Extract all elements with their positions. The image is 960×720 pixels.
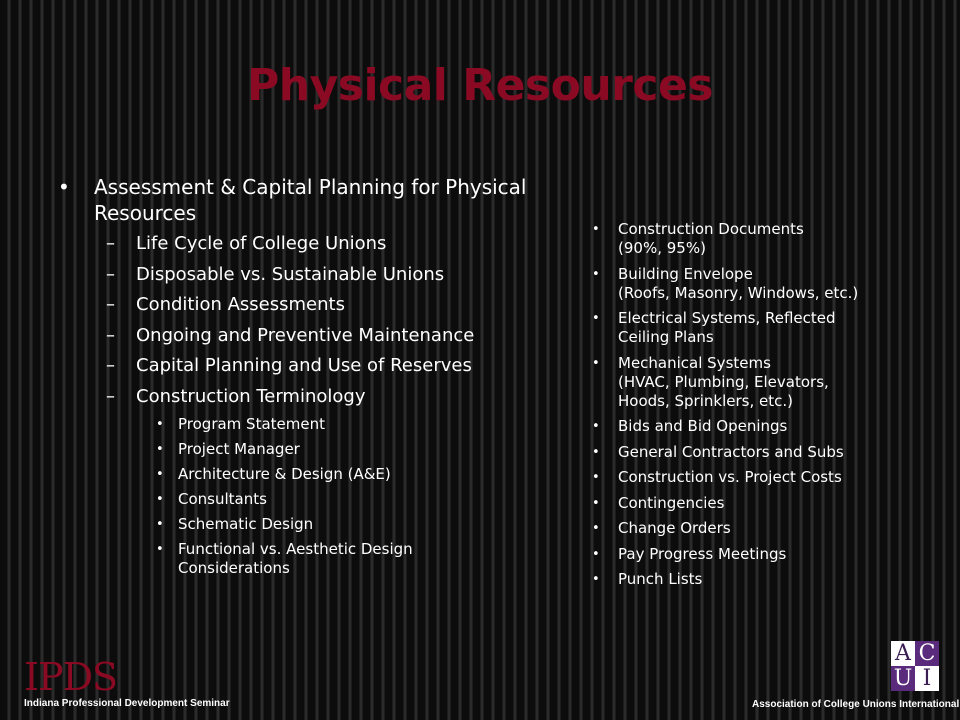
slide-title: Physical Resources bbox=[247, 60, 713, 111]
bullet-dot-icon: • bbox=[592, 355, 600, 371]
right-bullet-text: Pay Progress Meetings bbox=[618, 544, 787, 563]
left-column bbox=[58, 174, 528, 584]
right-bullet-text: Punch Lists bbox=[618, 570, 703, 588]
right-bullet-text: (90%, 95%) bbox=[618, 239, 706, 257]
sub-bullet-text: Capital Planning and Use of Reserves bbox=[136, 355, 472, 376]
bullet-dot-icon: • bbox=[592, 266, 600, 282]
bullet-dot-icon: • bbox=[156, 492, 164, 507]
right-bullet-item bbox=[592, 220, 922, 258]
terminology-list bbox=[58, 415, 528, 578]
terminology-item bbox=[58, 415, 468, 434]
bullet-dot-icon: • bbox=[592, 444, 600, 460]
sub-bullet-list bbox=[58, 232, 528, 409]
bullet-dot-icon: • bbox=[592, 521, 600, 536]
right-bullet-text: Mechanical Systems bbox=[618, 353, 771, 372]
acui-logo-letter: A bbox=[891, 641, 915, 666]
sub-bullet-text: Ongoing and Preventive Maintenance bbox=[136, 324, 475, 346]
bullet-dot-icon: • bbox=[592, 546, 600, 562]
bullet-dot-icon: • bbox=[156, 542, 164, 557]
right-bullet-text: (HVAC, Plumbing, Elevators, bbox=[618, 372, 829, 391]
dash-icon: – bbox=[106, 324, 115, 346]
dash-icon: – bbox=[106, 355, 115, 376]
acui-logo-letter: C bbox=[915, 641, 939, 666]
sub-bullet-text: Disposable vs. Sustainable Unions bbox=[136, 263, 445, 285]
terminology-item bbox=[58, 465, 468, 484]
sub-bullet-item bbox=[58, 354, 528, 378]
right-bullet-item bbox=[592, 468, 922, 487]
bullet-dot-icon: • bbox=[156, 442, 164, 457]
bullet-dot-icon: • bbox=[58, 175, 70, 199]
right-bullet-text: General Contractors and Subs bbox=[618, 442, 844, 461]
right-bullet-text: Change Orders bbox=[618, 519, 731, 537]
dash-icon: – bbox=[106, 294, 115, 315]
right-bullet-item bbox=[592, 494, 922, 513]
sub-bullet-item bbox=[58, 324, 528, 348]
terminology-item bbox=[58, 490, 468, 509]
bullet-dot-icon: • bbox=[592, 311, 600, 326]
right-bullet-item bbox=[592, 417, 922, 436]
sub-bullet-item bbox=[58, 232, 528, 256]
terminology-text: Project Manager bbox=[178, 440, 300, 458]
acui-logo-letter: I bbox=[915, 666, 939, 691]
terminology-item bbox=[58, 515, 468, 534]
sub-bullet-item bbox=[58, 293, 528, 317]
right-bullet-text: Hoods, Sprinklers, etc.) bbox=[618, 391, 793, 410]
sub-bullet-text: Life Cycle of College Unions bbox=[136, 233, 387, 254]
terminology-item bbox=[58, 540, 468, 578]
right-bullet-item bbox=[592, 354, 922, 411]
bullet-dot-icon: • bbox=[592, 222, 600, 237]
right-bullet-item bbox=[592, 309, 922, 347]
right-bullet-text: (Roofs, Masonry, Windows, etc.) bbox=[618, 283, 859, 302]
bullet-dot-icon: • bbox=[592, 572, 600, 587]
dash-icon: – bbox=[106, 385, 115, 407]
right-bullet-text: Ceiling Plans bbox=[618, 328, 714, 346]
terminology-text: Consultants bbox=[178, 490, 267, 508]
right-bullet-text: Electrical Systems, Reflected bbox=[618, 309, 836, 327]
heading-text: Assessment & Capital Planning for Physical Resources bbox=[94, 175, 527, 225]
bullet-dot-icon: • bbox=[156, 517, 164, 532]
terminology-text: Program Statement bbox=[178, 415, 325, 433]
sub-bullet-item bbox=[58, 263, 528, 287]
acui-logo bbox=[891, 641, 939, 691]
bullet-dot-icon: • bbox=[156, 467, 164, 482]
terminology-text: Functional vs. Aesthetic Design Considerations bbox=[178, 540, 413, 577]
bullet-dot-icon: • bbox=[592, 470, 600, 485]
sub-bullet-item bbox=[58, 385, 528, 409]
terminology-text: Architecture & Design (A&E) bbox=[178, 465, 391, 483]
ipds-logo: IPDS bbox=[24, 655, 118, 699]
right-bullet-list bbox=[592, 220, 922, 589]
sub-bullet-text: Construction Terminology bbox=[136, 385, 366, 407]
bullet-dot-icon: • bbox=[592, 419, 600, 434]
bullet-dot-icon: • bbox=[156, 417, 164, 432]
sub-bullet-text: Condition Assessments bbox=[136, 294, 345, 315]
right-bullet-item bbox=[592, 570, 922, 589]
acui-name: Association of College Unions International bbox=[752, 699, 960, 710]
acui-logo-letter: U bbox=[891, 666, 915, 691]
right-bullet-text: Contingencies bbox=[618, 493, 725, 512]
right-bullet-text: Building Envelope bbox=[618, 264, 753, 283]
ipds-subtitle: Indiana Professional Development Seminar bbox=[24, 698, 230, 709]
bullet-dot-icon: • bbox=[592, 495, 600, 511]
terminology-item bbox=[58, 440, 468, 459]
dash-icon: – bbox=[106, 233, 115, 254]
right-bullet-text: Bids and Bid Openings bbox=[618, 417, 788, 435]
terminology-text: Schematic Design bbox=[178, 515, 314, 533]
right-bullet-text: Construction Documents bbox=[618, 220, 804, 238]
bullet-heading bbox=[58, 174, 528, 226]
right-bullet-item bbox=[592, 545, 922, 564]
right-bullet-item bbox=[592, 519, 922, 538]
right-bullet-item bbox=[592, 265, 922, 303]
right-column bbox=[592, 220, 922, 596]
ipds-logo-block bbox=[24, 657, 230, 709]
dash-icon: – bbox=[106, 263, 115, 285]
right-bullet-text: Construction vs. Project Costs bbox=[618, 468, 842, 486]
right-bullet-item bbox=[592, 443, 922, 462]
